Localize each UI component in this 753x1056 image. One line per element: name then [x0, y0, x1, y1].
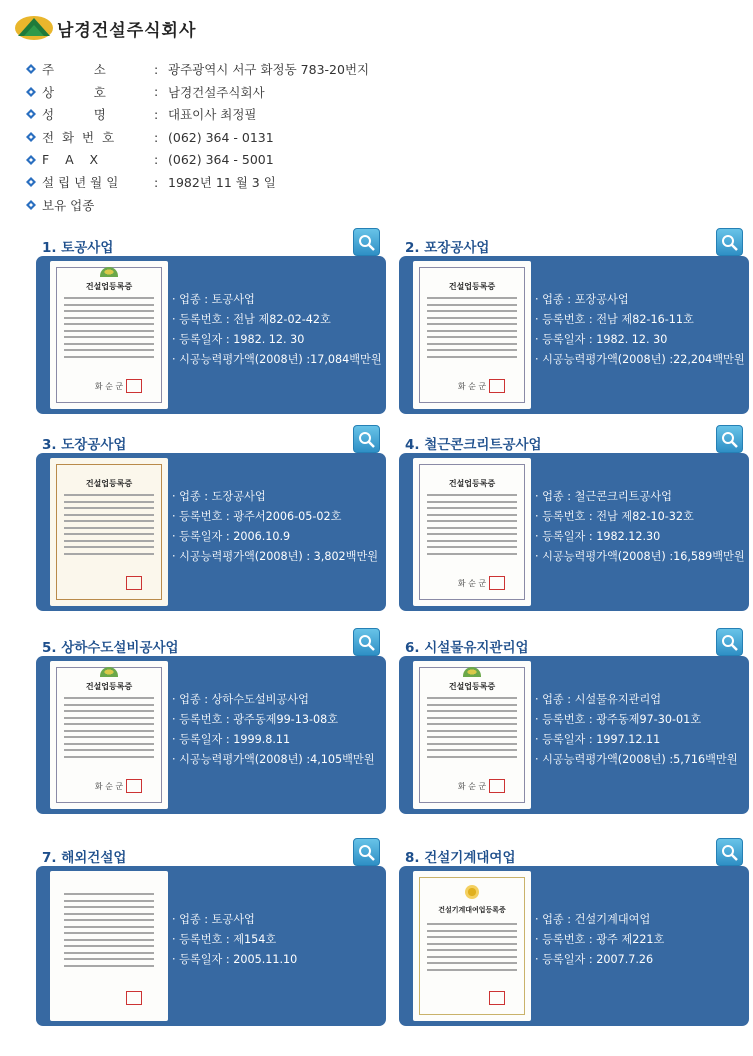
diamond-bullet-icon: [26, 155, 36, 165]
certificate-caption: 건설업등록증: [85, 682, 133, 691]
magnifier-icon: [358, 844, 376, 862]
info-row-trade-name: [26, 81, 369, 104]
info-value: 광주광역시 서구 화정동 783-20번지: [168, 62, 370, 78]
detail-type: · 업종 : 상하수도설비공사업: [172, 693, 309, 706]
certificate-issuer: 화 순 군: [94, 382, 124, 391]
certificate-caption: 건설업등록증: [85, 479, 133, 488]
info-colon: :: [154, 152, 159, 168]
info-label: F A X: [42, 152, 99, 168]
diamond-bullet-icon: [26, 177, 36, 187]
seal-stamp-icon: [489, 991, 505, 1005]
certificate-thumbnail[interactable]: [413, 871, 531, 1021]
certificate-thumbnail[interactable]: [50, 458, 168, 606]
seal-stamp-icon: [489, 779, 505, 793]
detail-reg-number: · 등록번호 : 광주서2006-05-02호: [172, 510, 342, 523]
detail-reg-number: · 등록번호 : 전남 제82-16-11호: [535, 313, 694, 326]
license-details: [172, 290, 382, 370]
info-row-address: [26, 58, 369, 81]
certificate-text-lines: [427, 923, 517, 975]
license-panel: [399, 866, 749, 1026]
zoom-button[interactable]: [353, 425, 380, 453]
certificate-text-lines: [427, 297, 517, 362]
detail-type: · 업종 : 도장공사업: [172, 490, 266, 503]
detail-reg-number: · 등록번호 : 광주동제97-30-01호: [535, 713, 702, 726]
diamond-bullet-icon: [26, 200, 36, 210]
info-label: 설 립 년 월 일: [42, 175, 119, 191]
info-row-representative: [26, 103, 369, 126]
detail-reg-date: · 등록일자 : 1982. 12. 30: [535, 333, 668, 346]
company-logo: [14, 14, 196, 42]
section-title: 5. 상하수도설비공사업: [42, 640, 179, 656]
license-panel: [399, 453, 749, 611]
company-info: [26, 58, 369, 216]
mountain-logo-icon: [14, 14, 54, 42]
detail-reg-date: · 등록일자 : 2006.10.9: [172, 530, 291, 543]
magnifier-icon: [721, 234, 739, 252]
detail-reg-number: · 등록번호 : 전남 제82-10-32호: [535, 510, 694, 523]
company-name: 남경건설주식회사: [57, 20, 197, 41]
info-colon: :: [154, 174, 159, 190]
certificate-caption: 건설업등록증: [448, 479, 496, 488]
detail-capacity: · 시공능력평가액(2008년) :16,589백만원: [535, 550, 745, 563]
seal-stamp-icon: [126, 576, 142, 590]
license-details: [535, 487, 745, 567]
diamond-bullet-icon: [26, 64, 36, 74]
info-row-phone: [26, 126, 369, 149]
info-colon: :: [154, 129, 159, 145]
detail-capacity: · 시공능력평가액(2008년) :5,716백만원: [535, 753, 738, 766]
zoom-button[interactable]: [353, 228, 380, 256]
info-row-licenses-heading: [26, 194, 369, 217]
magnifier-icon: [358, 431, 376, 449]
certificate-thumbnail[interactable]: [50, 261, 168, 409]
seal-stamp-icon: [489, 379, 505, 393]
info-colon: :: [154, 106, 159, 122]
seal-stamp-icon: [126, 991, 142, 1005]
certificate-text-lines: [64, 893, 154, 971]
magnifier-icon: [721, 431, 739, 449]
detail-type: · 업종 : 포장공사업: [535, 293, 629, 306]
detail-type: · 업종 : 철근콘크리트공사업: [535, 490, 672, 503]
detail-reg-number: · 등록번호 : 제154호: [172, 933, 277, 946]
license-details: [535, 290, 745, 370]
licenses-heading: 보유 업종: [42, 197, 95, 213]
detail-reg-date: · 등록일자 : 2007.7.26: [535, 953, 654, 966]
detail-type: · 업종 : 건설기계대여업: [535, 913, 651, 926]
certificate-issuer: 화 순 군: [94, 782, 124, 791]
seal-stamp-icon: [489, 576, 505, 590]
detail-type: · 업종 : 토공사업: [172, 913, 255, 926]
section-title: 3. 도장공사업: [42, 437, 127, 453]
certificate-thumbnail[interactable]: [413, 458, 531, 606]
license-panel: [36, 256, 386, 414]
info-value: 대표이사 최정필: [168, 107, 257, 123]
section-title: 6. 시설물유지관리업: [405, 640, 529, 656]
detail-reg-date: · 등록일자 : 1997.12.11: [535, 733, 661, 746]
license-panel: [36, 656, 386, 814]
info-value: (062) 364 - 0131: [168, 129, 274, 145]
info-value: 1982년 11 월 3 일: [168, 175, 276, 191]
info-label: 상 호: [42, 84, 106, 100]
detail-reg-date: · 등록일자 : 1982.12.30: [535, 530, 661, 543]
section-title: 4. 철근콘크리트공사업: [405, 437, 542, 453]
info-value: 남경건설주식회사: [168, 84, 265, 100]
detail-capacity: · 시공능력평가액(2008년) :17,084백만원: [172, 353, 382, 366]
info-value: (062) 364 - 5001: [168, 152, 274, 168]
license-details: [535, 690, 738, 770]
certificate-thumbnail[interactable]: [413, 261, 531, 409]
detail-reg-number: · 등록번호 : 광주동제99-13-08호: [172, 713, 339, 726]
certificate-issuer: 화 순 군: [457, 382, 487, 391]
license-panel: [399, 256, 749, 414]
diamond-bullet-icon: [26, 132, 36, 142]
seal-stamp-icon: [126, 779, 142, 793]
zoom-button[interactable]: [353, 628, 380, 656]
zoom-button[interactable]: [716, 838, 743, 866]
zoom-button[interactable]: [716, 228, 743, 256]
section-title: 1. 토공사업: [42, 240, 114, 256]
detail-reg-date: · 등록일자 : 2005.11.10: [172, 953, 298, 966]
info-label: 성 명: [42, 107, 106, 123]
info-label: 전 화 번 호: [42, 130, 115, 146]
license-details: [535, 910, 664, 970]
magnifier-icon: [721, 844, 739, 862]
detail-capacity: · 시공능력평가액(2008년) : 3,802백만원: [172, 550, 379, 563]
license-panel: [399, 656, 749, 814]
detail-capacity: · 시공능력평가액(2008년) :4,105백만원: [172, 753, 375, 766]
certificate-caption: 건설업등록증: [448, 682, 496, 691]
magnifier-icon: [358, 234, 376, 252]
magnifier-icon: [721, 634, 739, 652]
certificate-text-lines: [427, 494, 517, 559]
detail-type: · 업종 : 시설물유지관리업: [535, 693, 662, 706]
detail-reg-date: · 등록일자 : 1999.8.11: [172, 733, 291, 746]
info-row-founded: [26, 171, 369, 194]
certificate-thumbnail[interactable]: [50, 661, 168, 809]
detail-reg-number: · 등록번호 : 전남 제82-02-42호: [172, 313, 331, 326]
section-title: 8. 건설기계대여업: [405, 850, 516, 866]
diamond-bullet-icon: [26, 109, 36, 119]
certificate-caption: 건설기계대여업등록증: [438, 906, 506, 914]
detail-reg-date: · 등록일자 : 1982. 12. 30: [172, 333, 305, 346]
magnifier-icon: [358, 634, 376, 652]
emblem-icon: [465, 885, 479, 899]
seal-stamp-icon: [126, 379, 142, 393]
certificate-caption: 건설업등록증: [85, 282, 133, 291]
section-title: 2. 포장공사업: [405, 240, 490, 256]
certificate-issuer: 화 순 군: [457, 782, 487, 791]
license-details: [172, 690, 375, 770]
zoom-button[interactable]: [353, 838, 380, 866]
certificate-text-lines: [64, 494, 154, 559]
license-details: [172, 910, 297, 970]
certificate-thumbnail[interactable]: [413, 661, 531, 809]
info-row-fax: [26, 148, 369, 171]
certificate-thumbnail[interactable]: [50, 871, 168, 1021]
certificate-text-lines: [427, 697, 517, 762]
license-panel: [36, 866, 386, 1026]
section-title: 7. 해외건설업: [42, 850, 127, 866]
detail-type: · 업종 : 토공사업: [172, 293, 255, 306]
license-details: [172, 487, 378, 567]
info-colon: :: [154, 84, 159, 100]
info-label: 주 소: [42, 62, 106, 78]
info-colon: :: [154, 61, 159, 77]
zoom-button[interactable]: [716, 628, 743, 656]
certificate-issuer: 화 순 군: [457, 579, 487, 588]
zoom-button[interactable]: [716, 425, 743, 453]
detail-capacity: · 시공능력평가액(2008년) :22,204백만원: [535, 353, 745, 366]
detail-reg-number: · 등록번호 : 광주 제221호: [535, 933, 665, 946]
certificate-caption: 건설업등록증: [448, 282, 496, 291]
diamond-bullet-icon: [26, 87, 36, 97]
license-panel: [36, 453, 386, 611]
certificate-text-lines: [64, 697, 154, 762]
certificate-text-lines: [64, 297, 154, 362]
